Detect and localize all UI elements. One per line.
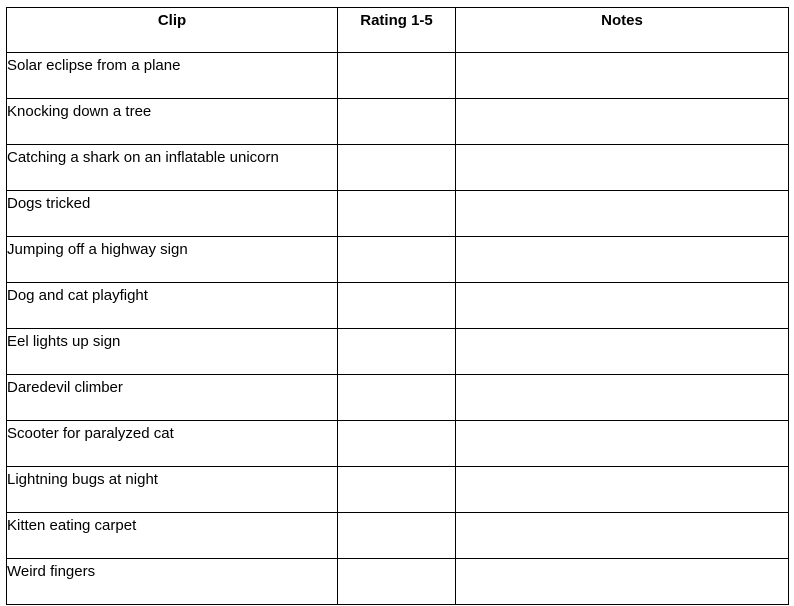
table-row (7, 99, 789, 145)
clip-cell: Weird fingers (7, 559, 338, 605)
clip-cell: Solar eclipse from a plane (7, 53, 338, 99)
rating-cell[interactable] (338, 53, 456, 99)
clip-cell: Catching a shark on an inflatable unicorn (7, 145, 338, 191)
notes-cell[interactable] (456, 329, 789, 375)
table-row (7, 467, 789, 513)
rating-cell[interactable] (338, 421, 456, 467)
rating-cell[interactable] (338, 329, 456, 375)
rating-cell[interactable] (338, 283, 456, 329)
table-row (7, 191, 789, 237)
table-row (7, 421, 789, 467)
table-row (7, 559, 789, 605)
rating-cell[interactable] (338, 237, 456, 283)
rating-cell[interactable] (338, 375, 456, 421)
notes-cell[interactable] (456, 145, 789, 191)
clip-rating-table (6, 7, 789, 605)
header-notes: Notes (456, 8, 789, 53)
clip-cell: Kitten eating carpet (7, 513, 338, 559)
notes-cell[interactable] (456, 467, 789, 513)
notes-cell[interactable] (456, 237, 789, 283)
rating-cell[interactable] (338, 145, 456, 191)
notes-cell[interactable] (456, 421, 789, 467)
clip-cell: Jumping off a highway sign (7, 237, 338, 283)
notes-cell[interactable] (456, 375, 789, 421)
clip-cell: Knocking down a tree (7, 99, 338, 145)
header-row (7, 8, 789, 53)
header-rating: Rating 1-5 (338, 8, 456, 53)
rating-cell[interactable] (338, 513, 456, 559)
table-row (7, 375, 789, 421)
clip-cell: Dogs tricked (7, 191, 338, 237)
rating-cell[interactable] (338, 467, 456, 513)
clip-cell: Daredevil climber (7, 375, 338, 421)
rating-cell[interactable] (338, 559, 456, 605)
clip-cell: Lightning bugs at night (7, 467, 338, 513)
notes-cell[interactable] (456, 283, 789, 329)
table-row (7, 283, 789, 329)
rating-cell[interactable] (338, 99, 456, 145)
table-row (7, 237, 789, 283)
table-row (7, 145, 789, 191)
notes-cell[interactable] (456, 99, 789, 145)
clip-cell: Eel lights up sign (7, 329, 338, 375)
notes-cell[interactable] (456, 53, 789, 99)
table-body (7, 53, 789, 605)
notes-cell[interactable] (456, 513, 789, 559)
notes-cell[interactable] (456, 191, 789, 237)
header-clip: Clip (7, 8, 338, 53)
table-row (7, 53, 789, 99)
table-row (7, 513, 789, 559)
table-row (7, 329, 789, 375)
rating-cell[interactable] (338, 191, 456, 237)
notes-cell[interactable] (456, 559, 789, 605)
clip-cell: Dog and cat playfight (7, 283, 338, 329)
clip-cell: Scooter for paralyzed cat (7, 421, 338, 467)
